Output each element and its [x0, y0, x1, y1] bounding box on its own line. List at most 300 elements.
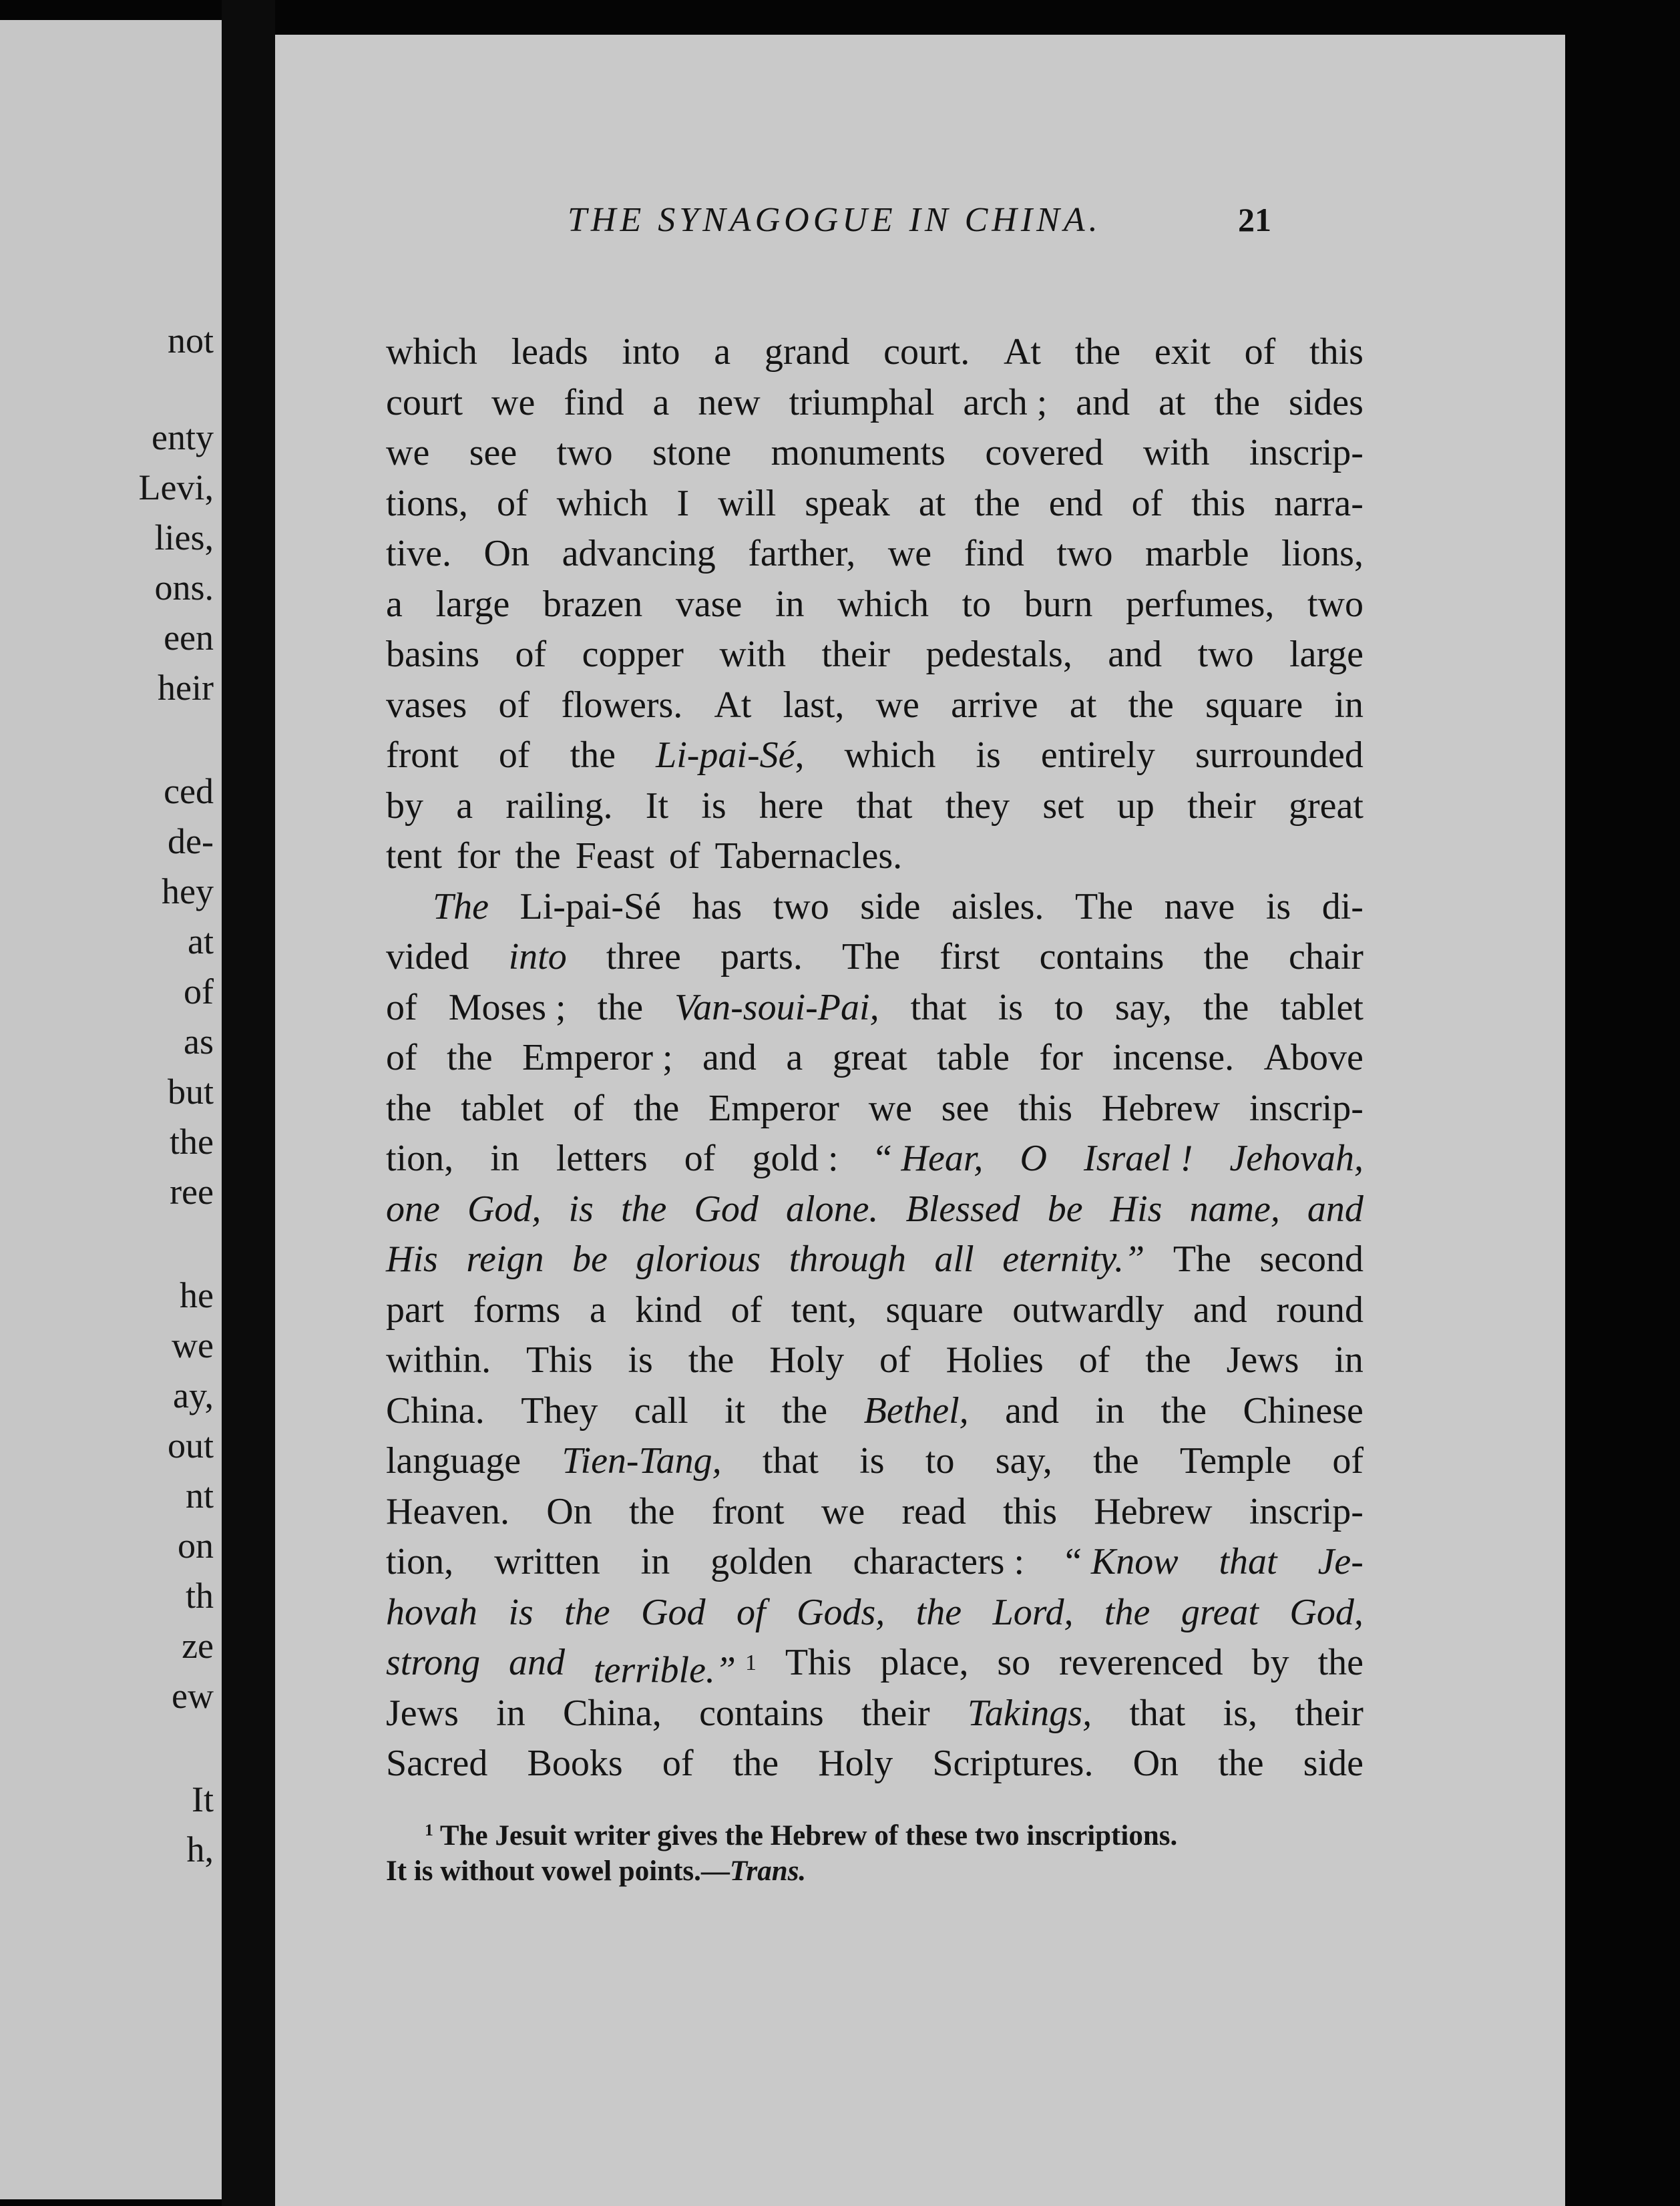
word: contains — [699, 1692, 824, 1734]
word: I — [676, 482, 690, 524]
word: gold : — [752, 1138, 839, 1179]
word: flowers. — [561, 684, 683, 726]
word: the — [633, 1087, 680, 1129]
word: They — [521, 1389, 598, 1431]
word: His — [386, 1239, 438, 1280]
word: is — [701, 785, 726, 827]
left-page-fragment: he — [180, 1275, 214, 1315]
text-line — [386, 680, 1363, 731]
word: court — [386, 381, 463, 423]
text-line — [386, 831, 1363, 882]
page-number: 21 — [1238, 201, 1271, 238]
left-page-fragment: It — [192, 1779, 214, 1819]
word: On — [483, 533, 530, 574]
word: by — [1251, 1642, 1289, 1683]
word: reverenced — [1059, 1642, 1223, 1683]
word: of — [496, 482, 528, 524]
word: Tien-Tang, — [562, 1440, 722, 1482]
word: Sacred — [386, 1743, 488, 1784]
word: say, — [1114, 986, 1172, 1028]
word: to — [925, 1440, 955, 1482]
word: The — [842, 936, 901, 977]
word: three — [606, 936, 681, 977]
text-line — [386, 730, 1363, 781]
word: the — [1128, 684, 1174, 726]
word: letters — [556, 1138, 648, 1179]
word: we — [491, 381, 536, 423]
word: at — [1159, 381, 1186, 423]
word: Above — [1263, 1037, 1363, 1078]
word: the — [1317, 1642, 1363, 1683]
word: At — [714, 684, 752, 726]
word: of — [1332, 1440, 1363, 1482]
text-line — [386, 1285, 1363, 1336]
word: of — [498, 684, 530, 726]
word: and — [1193, 1289, 1247, 1331]
word: great — [1288, 785, 1363, 827]
word: Hebrew — [1101, 1087, 1221, 1129]
word: new — [698, 381, 761, 423]
word: stone — [652, 432, 732, 473]
word: to — [1054, 986, 1084, 1028]
word: tion, — [386, 1541, 454, 1582]
text-line — [386, 1033, 1363, 1084]
text-line — [386, 1739, 1363, 1789]
word: so — [997, 1642, 1031, 1683]
word: Jews — [386, 1692, 459, 1734]
text-line — [386, 327, 1363, 378]
word: is — [508, 1591, 534, 1633]
word: aisles. — [952, 885, 1044, 927]
word: front — [711, 1490, 785, 1532]
word: Israel ! — [1084, 1138, 1193, 1179]
word: This — [785, 1642, 852, 1683]
word: inscrip- — [1249, 432, 1363, 473]
left-page-fragment: not — [167, 320, 214, 361]
word: the — [1161, 1389, 1207, 1431]
word: railing. — [505, 785, 613, 827]
word: At — [1003, 331, 1041, 373]
word: first — [939, 936, 1000, 977]
word: of — [386, 1037, 417, 1078]
word: of — [684, 1138, 716, 1179]
word: be — [572, 1239, 608, 1280]
word: find — [564, 381, 624, 423]
word: has — [692, 885, 743, 927]
word: speak — [805, 482, 890, 524]
word: up — [1116, 785, 1154, 827]
word: will — [718, 482, 777, 524]
word: of — [1131, 482, 1163, 524]
word: “ Hear, — [875, 1138, 984, 1179]
word: triumphal — [789, 381, 935, 423]
text-line — [386, 1638, 1363, 1689]
word: vases — [386, 684, 467, 726]
word: their — [821, 634, 891, 675]
word: that — [762, 1440, 819, 1482]
text-line — [386, 1436, 1363, 1487]
word: Jehovah, — [1229, 1138, 1363, 1179]
word: is, — [1223, 1692, 1257, 1734]
left-page-fragment: een — [164, 618, 214, 658]
word: the — [1203, 936, 1249, 977]
word: two — [773, 885, 829, 927]
word: their — [861, 1692, 930, 1734]
word: God — [694, 1188, 759, 1230]
word: On — [546, 1490, 592, 1532]
word: by — [386, 785, 423, 827]
word: grand — [764, 331, 850, 373]
text-line — [386, 1537, 1363, 1588]
word: the — [620, 1188, 667, 1230]
word: the — [1203, 986, 1249, 1028]
text-line — [386, 983, 1363, 1034]
word: covered — [985, 432, 1104, 473]
word: exit — [1154, 331, 1211, 373]
word: this — [1309, 331, 1363, 373]
word: within. — [386, 1339, 491, 1381]
word: with — [719, 634, 786, 675]
word: tent, — [791, 1289, 857, 1331]
left-page-fragment: but — [167, 1072, 214, 1112]
footnote — [386, 1809, 1363, 1892]
word: Moses ; — [448, 986, 566, 1028]
word: be — [1047, 1188, 1083, 1230]
word: their — [1295, 1692, 1363, 1734]
word: the — [1145, 1339, 1191, 1381]
text-line — [386, 781, 1363, 832]
word: is — [859, 1440, 885, 1482]
word: Scriptures. — [932, 1743, 1094, 1784]
word: Takings, — [967, 1692, 1092, 1734]
word: is — [976, 734, 1001, 776]
word: and — [1108, 634, 1163, 675]
word: the — [564, 1591, 610, 1633]
word: in — [775, 583, 805, 625]
word: that — [1129, 1692, 1186, 1734]
word: this — [1003, 1490, 1058, 1532]
word: His — [1110, 1188, 1163, 1230]
book-gutter — [222, 0, 275, 2206]
word: farther, — [748, 533, 856, 574]
word: which — [386, 331, 477, 373]
word: narra- — [1274, 482, 1363, 524]
running-head-title: THE SYNAGOGUE IN CHINA. — [568, 201, 1102, 239]
left-page-fragment: hey — [162, 871, 214, 911]
word: of — [515, 634, 547, 675]
word: chair — [1289, 936, 1363, 977]
text-line — [386, 1235, 1363, 1285]
word: end — [1048, 482, 1103, 524]
word: say, — [995, 1440, 1052, 1482]
word: all — [934, 1239, 974, 1280]
word: eternity.” — [1002, 1239, 1145, 1280]
left-page-fragment: ons. — [154, 568, 214, 608]
body-text — [386, 327, 1363, 1789]
word: God, — [1289, 1591, 1363, 1633]
word: two — [1056, 533, 1113, 574]
word: the — [732, 1743, 779, 1784]
text-line — [386, 1084, 1363, 1134]
word: see — [469, 432, 517, 473]
word: side — [1303, 1743, 1363, 1784]
word: incense. — [1112, 1037, 1235, 1078]
word: and — [1307, 1188, 1363, 1230]
word: we — [868, 1087, 913, 1129]
word: It — [645, 785, 669, 827]
word: the — [570, 734, 616, 776]
word: one — [386, 1188, 440, 1230]
word: tent — [386, 835, 442, 877]
word: and — [1005, 1389, 1060, 1431]
word: a — [714, 331, 731, 373]
word: see — [941, 1087, 990, 1129]
word: the — [447, 1037, 493, 1078]
word: in — [1334, 684, 1363, 726]
word: O — [1020, 1138, 1047, 1179]
word: they — [945, 785, 1010, 827]
word: find — [964, 533, 1024, 574]
word: the — [974, 482, 1020, 524]
word: basins — [386, 634, 479, 675]
word: into — [622, 331, 680, 373]
word: the — [629, 1490, 675, 1532]
left-page-fragment: nt — [185, 1476, 214, 1516]
word: advancing — [562, 533, 716, 574]
word: marble — [1145, 533, 1249, 574]
word: inscrip- — [1249, 1490, 1363, 1532]
word: we — [875, 684, 919, 726]
word: the — [1104, 1591, 1150, 1633]
text-line — [386, 1335, 1363, 1386]
word: this — [1191, 482, 1246, 524]
word: into — [508, 936, 567, 977]
left-page-fragment: heir — [158, 668, 214, 708]
word: surrounded — [1195, 734, 1363, 776]
word: reign — [466, 1239, 544, 1280]
text-line — [386, 378, 1363, 429]
left-page-fragment: the — [170, 1122, 214, 1162]
word: vase — [675, 583, 743, 625]
word: and — [509, 1642, 566, 1683]
word: vided — [386, 936, 469, 977]
word: language — [386, 1440, 521, 1482]
word: characters : — [853, 1541, 1025, 1582]
text-line — [386, 529, 1363, 580]
word: God — [641, 1591, 706, 1633]
footnote-line — [386, 1809, 1363, 1851]
word: of — [736, 1591, 766, 1633]
word: inscrip- — [1249, 1087, 1363, 1129]
word: tions, — [386, 482, 468, 524]
word: here — [759, 785, 824, 827]
word: Blessed — [905, 1188, 1020, 1230]
word: name, — [1189, 1188, 1280, 1230]
word: we — [386, 432, 430, 473]
left-page-fragment: ree — [170, 1172, 214, 1212]
word: tive. — [386, 533, 451, 574]
word: large — [435, 583, 510, 625]
word: the — [1218, 1743, 1264, 1784]
word: Jews — [1226, 1339, 1299, 1381]
word: for — [456, 835, 501, 877]
word: is — [568, 1188, 594, 1230]
word: that — [856, 785, 913, 827]
word: two — [1197, 634, 1254, 675]
word: is — [998, 986, 1024, 1028]
word: large — [1289, 634, 1363, 675]
word: the — [688, 1339, 734, 1381]
footnote-translator-mark: Trans. — [729, 1855, 807, 1887]
word: a — [652, 381, 670, 423]
word: Heaven. — [386, 1490, 510, 1532]
left-page-fragment: lies, — [154, 517, 214, 558]
left-page-fragment: at — [188, 921, 214, 961]
text-line — [386, 580, 1363, 630]
text-line — [386, 630, 1363, 680]
left-page-fragment: of — [184, 971, 214, 1012]
word: Li-pai-Sé, — [656, 734, 805, 776]
word: tablet — [1280, 986, 1363, 1028]
word: of — [662, 1743, 694, 1784]
word: to — [962, 583, 992, 625]
word: Tabernacles. — [714, 835, 903, 877]
left-page-fragment: h, — [186, 1829, 214, 1869]
word: God, — [467, 1188, 542, 1230]
word: Emperor ; — [522, 1037, 673, 1078]
word: glorious — [636, 1239, 761, 1280]
word: copper — [582, 634, 684, 675]
word: place, — [880, 1642, 969, 1683]
word: Holies — [946, 1339, 1044, 1381]
word: and — [702, 1037, 757, 1078]
word: table — [937, 1037, 1010, 1078]
word: court. — [883, 331, 970, 373]
text-line — [386, 1386, 1363, 1437]
text-line — [386, 1134, 1363, 1184]
word: square — [1205, 684, 1303, 726]
word: “ Know — [1064, 1541, 1179, 1582]
word: Hebrew — [1094, 1490, 1213, 1532]
word: which — [556, 482, 648, 524]
word: arch ; — [963, 381, 1048, 423]
word: Holy — [769, 1339, 845, 1381]
word: a — [786, 1037, 803, 1078]
word: this — [1018, 1087, 1073, 1129]
word: the — [515, 835, 561, 877]
footnote-text: The Jesuit writer gives the Hebrew of these two inscriptions. — [439, 1820, 1178, 1852]
left-page-fragment: out — [167, 1425, 214, 1466]
word: terrible.” $^1$ — [593, 1649, 757, 1691]
word: the — [597, 986, 644, 1028]
word: in — [1095, 1389, 1125, 1431]
text-line — [386, 1588, 1363, 1638]
word: we — [887, 533, 932, 574]
word: Je- — [1317, 1541, 1363, 1582]
word: the — [1074, 331, 1121, 373]
word: in — [496, 1692, 526, 1734]
word: tablet — [461, 1087, 544, 1129]
word: Books — [527, 1743, 623, 1784]
word: in — [490, 1138, 519, 1179]
left-page-fragment: we — [172, 1325, 214, 1365]
word: The — [1074, 885, 1134, 927]
word: Li-pai-Sé — [519, 885, 662, 927]
word: the — [1214, 381, 1260, 423]
left-facing-page — [0, 20, 222, 2199]
text-line — [386, 428, 1363, 479]
word: is — [628, 1339, 653, 1381]
word: set — [1042, 785, 1084, 827]
word: round — [1276, 1289, 1363, 1331]
word: is — [1265, 885, 1291, 927]
word: parts. — [720, 936, 803, 977]
word: pedestals, — [925, 634, 1072, 675]
word: Emperor — [708, 1087, 839, 1129]
word: Temple — [1179, 1440, 1292, 1482]
word: forms — [473, 1289, 561, 1331]
word: Gods, — [797, 1591, 885, 1633]
left-page-fragment: de- — [168, 821, 214, 861]
word: strong — [386, 1642, 481, 1683]
word: This — [526, 1339, 593, 1381]
word: China, — [563, 1692, 662, 1734]
word: square — [885, 1289, 984, 1331]
word: On — [1132, 1743, 1179, 1784]
word: through — [789, 1239, 906, 1280]
word: written — [494, 1541, 600, 1582]
word: in — [640, 1541, 670, 1582]
word: last, — [783, 684, 845, 726]
word: nave — [1164, 885, 1235, 927]
word: the — [386, 1087, 432, 1129]
word: front — [386, 734, 459, 776]
footnote-text: It is without vowel points.— — [386, 1855, 730, 1887]
text-line — [386, 882, 1363, 933]
word: alone. — [786, 1188, 879, 1230]
text-line — [386, 479, 1363, 529]
word: it — [724, 1389, 746, 1431]
word: of — [573, 1087, 605, 1129]
word: of — [1078, 1339, 1110, 1381]
left-page-fragment: ze — [182, 1626, 214, 1666]
word: Chinese — [1243, 1389, 1363, 1431]
word: in — [1334, 1339, 1363, 1381]
word: that — [1219, 1541, 1277, 1582]
word: of — [1244, 331, 1276, 373]
left-page-fragment: ced — [164, 771, 214, 811]
left-page-fragment: ay, — [173, 1375, 214, 1415]
left-page-fragment: Levi, — [138, 467, 214, 507]
word: at — [1069, 684, 1097, 726]
word: arrive — [951, 684, 1038, 726]
word: Van-soui-Pai, — [674, 986, 879, 1028]
word: of — [386, 986, 417, 1028]
left-page-fragment: th — [185, 1576, 214, 1616]
word: the — [1093, 1440, 1139, 1482]
text-line — [386, 1184, 1363, 1235]
word: kind — [635, 1289, 702, 1331]
word: of — [730, 1289, 763, 1331]
word: of — [668, 835, 700, 877]
word: their — [1187, 785, 1256, 827]
word: burn — [1024, 583, 1093, 625]
word: perfumes, — [1126, 583, 1275, 625]
footnote-marker: 1 — [425, 1820, 433, 1839]
footnote-line — [386, 1851, 1363, 1892]
left-page-fragment: as — [184, 1022, 214, 1062]
word: Bethel, — [863, 1389, 969, 1431]
